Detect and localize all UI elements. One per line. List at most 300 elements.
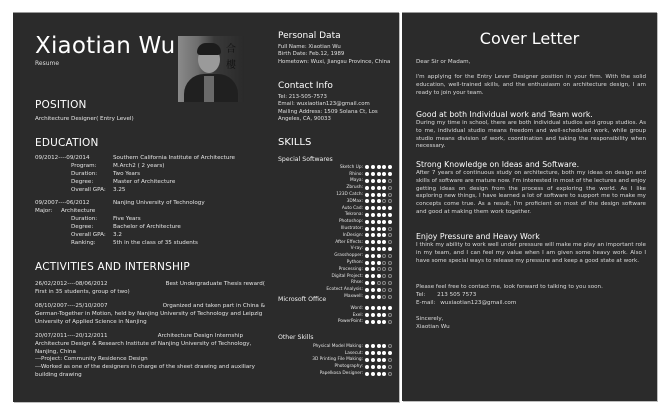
filled-dot-icon <box>365 172 369 176</box>
personal-data-block <box>278 44 393 66</box>
activity-body: German-Together in Motion, held by Nanjing University of Technology and Leipzig University of Applied Science in Nanjing <box>35 310 263 325</box>
skill-label: Rhse: <box>350 280 363 286</box>
skill-label: Digital Project: <box>331 273 363 279</box>
filled-dot-icon <box>382 233 386 237</box>
skill-label: Physical Model Making: <box>312 343 363 349</box>
filled-dot-icon <box>365 267 369 271</box>
filled-dot-icon <box>365 274 369 278</box>
activity-project: ---Project: Community Residence Design <box>35 356 148 363</box>
empty-dot-icon <box>382 267 386 271</box>
contact-address: Mailing Address: 1509 Solana Ct, Los Angeles, CA, 90033 <box>278 108 378 123</box>
cover-section-heading: Enjoy Pressure and Heavy Work <box>416 232 540 241</box>
filled-dot-icon <box>382 206 386 210</box>
empty-dot-icon <box>382 199 386 203</box>
filled-dot-icon <box>365 186 369 190</box>
activity-entry <box>35 333 265 380</box>
filled-dot-icon <box>371 295 375 299</box>
filled-dot-icon <box>382 220 386 224</box>
filled-dot-icon <box>382 240 386 244</box>
activity-body: First in 35 students, group of two) <box>35 288 130 295</box>
filled-dot-icon <box>371 281 375 285</box>
filled-dot-icon <box>382 320 386 324</box>
activity-entry <box>35 303 265 326</box>
activities-heading: ACTIVITIES AND INTERNSHIP <box>35 261 190 273</box>
skill-rating <box>365 274 398 278</box>
edu-value: Two Years <box>113 171 141 177</box>
edu-value: Bachelor of Architecture <box>113 224 181 230</box>
filled-dot-icon <box>377 344 381 348</box>
edu-label: Duration: <box>71 216 98 222</box>
skill-label: Python: <box>346 260 363 266</box>
skill-row <box>278 218 398 225</box>
skill-rating <box>365 281 398 285</box>
filled-dot-icon <box>388 206 392 210</box>
filled-dot-icon <box>365 213 369 217</box>
filled-dot-icon <box>388 306 392 310</box>
skill-label: 123D Catch: <box>336 192 363 198</box>
skill-label: 3D Printing File Making: <box>312 357 363 363</box>
skill-label: Tekrona: <box>344 212 363 218</box>
filled-dot-icon <box>365 206 369 210</box>
filled-dot-icon <box>365 227 369 231</box>
cover-email-label: E-mail: <box>416 300 436 306</box>
empty-dot-icon <box>388 254 392 258</box>
edu-school: Southern California Institute of Architecture <box>113 155 235 161</box>
edu-value: 3.2 <box>113 232 122 238</box>
filled-dot-icon <box>388 172 392 176</box>
skill-row <box>278 178 398 185</box>
activity-dates: 20/07/2011----20/12/2011 <box>35 333 108 339</box>
skill-label: Processing: <box>338 266 363 272</box>
filled-dot-icon <box>377 306 381 310</box>
skill-rating <box>365 240 398 244</box>
filled-dot-icon <box>371 193 375 197</box>
skill-label: After Effects: <box>335 239 363 245</box>
edu-major: Architecture <box>61 208 96 214</box>
filled-dot-icon <box>371 306 375 310</box>
filled-dot-icon <box>371 220 375 224</box>
photo-sign-glyph: 樓 <box>226 60 236 71</box>
skill-label: Papelkosa Designer: <box>319 371 363 377</box>
empty-dot-icon <box>388 295 392 299</box>
filled-dot-icon <box>371 165 375 169</box>
skill-row <box>278 286 398 293</box>
empty-dot-icon <box>388 193 392 197</box>
filled-dot-icon <box>377 172 381 176</box>
filled-dot-icon <box>382 165 386 169</box>
filled-dot-icon <box>365 165 369 169</box>
filled-dot-icon <box>377 165 381 169</box>
filled-dot-icon <box>377 193 381 197</box>
activity-dates: 08/10/2007----25/10/2007 <box>35 303 108 309</box>
skill-list-software <box>278 164 398 300</box>
skill-row <box>278 184 398 191</box>
filled-dot-icon <box>365 313 369 317</box>
cover-closing: Please feel free to contact me, look forward to talking to you soon. <box>416 284 603 290</box>
empty-dot-icon <box>388 179 392 183</box>
filled-dot-icon <box>371 199 375 203</box>
empty-dot-icon <box>388 233 392 237</box>
skill-rating <box>365 172 398 176</box>
personal-data-heading: Personal Data <box>278 31 341 41</box>
filled-dot-icon <box>377 288 381 292</box>
resume-subtitle: Resume <box>35 60 60 67</box>
photo-shirt-shape <box>204 76 214 102</box>
skill-row <box>278 225 398 232</box>
filled-dot-icon <box>377 206 381 210</box>
skill-group-title: Special Softwares <box>278 156 333 163</box>
cover-letter-page <box>402 12 657 401</box>
cover-section-heading: Strong Knowledge on Ideas and Software. <box>416 160 580 169</box>
activity-title: Best Undergraduate Thesis reward( <box>165 281 265 287</box>
skill-row <box>278 205 398 212</box>
skill-rating <box>365 227 398 231</box>
education-heading: EDUCATION <box>35 137 99 149</box>
filled-dot-icon <box>377 358 381 362</box>
photo-hair-shape <box>197 43 221 55</box>
empty-dot-icon <box>382 288 386 292</box>
empty-dot-icon <box>388 261 392 265</box>
cover-tel-line <box>416 292 646 300</box>
photo-sign-glyph: 合 <box>226 44 236 55</box>
skill-group-title: Other Skills <box>278 334 314 341</box>
birth-date: Birth Date: Feb.12, 1989 <box>278 51 345 58</box>
cover-salutation: Dear Sir or Madam, <box>416 59 471 65</box>
edu-value: 5th in the class of 35 students <box>113 240 198 246</box>
skill-rating <box>365 365 398 369</box>
skill-rating <box>365 220 398 224</box>
cover-section-body: I think my ability to work well under pressure will make me play an important role in my team, and I can feel my value when I am given some heavy work. Also I have some special ways to release my pressure and keep a good state at work. <box>416 242 646 264</box>
empty-dot-icon <box>388 199 392 203</box>
cover-title: Cover Letter <box>479 29 580 48</box>
filled-dot-icon <box>371 213 375 217</box>
skill-label: Auto Cad: <box>341 205 363 211</box>
empty-dot-icon <box>377 267 381 271</box>
activity-dates: 26/02/2012----08/06/2012 <box>35 281 108 287</box>
skill-rating <box>365 306 398 310</box>
skill-row <box>278 232 398 239</box>
cover-section-body: After 7 years of continuous study on architecture, both my ideas on design and skills of software are mature now. I'm interested in most of the lectures and enjoy getting ideas on design from the process of exploring the world. As I like exploring new things, I have learned a lot of software to support me to make my concepts come true. As a result, I'm proficient on most of the design software and good at making them work together. <box>416 170 646 215</box>
resume-name: Xiaotian Wu <box>35 33 176 59</box>
filled-dot-icon <box>371 186 375 190</box>
filled-dot-icon <box>382 227 386 231</box>
cover-signoff: Sincerely, <box>416 316 444 322</box>
filled-dot-icon <box>365 247 369 251</box>
filled-dot-icon <box>382 306 386 310</box>
skill-row <box>278 357 398 364</box>
skill-row <box>278 370 398 377</box>
filled-dot-icon <box>382 372 386 376</box>
skill-rating <box>365 358 398 362</box>
filled-dot-icon <box>377 313 381 317</box>
skill-label: Maya: <box>350 178 363 184</box>
skill-row <box>278 239 398 246</box>
filled-dot-icon <box>377 199 381 203</box>
filled-dot-icon <box>377 220 381 224</box>
filled-dot-icon <box>365 358 369 362</box>
skill-label: Maxwell: <box>344 294 363 300</box>
skill-list-office <box>278 305 398 325</box>
filled-dot-icon <box>371 240 375 244</box>
skill-label: Photoshop: <box>338 219 363 225</box>
filled-dot-icon <box>365 261 369 265</box>
skill-row <box>278 343 398 350</box>
filled-dot-icon <box>365 306 369 310</box>
skill-rating <box>365 344 398 348</box>
filled-dot-icon <box>382 247 386 251</box>
edu-label: Duration: <box>71 171 98 177</box>
empty-dot-icon <box>382 281 386 285</box>
skill-rating <box>365 193 398 197</box>
cover-email-line <box>416 300 646 308</box>
skill-label: V-ray: <box>350 246 363 252</box>
skill-row <box>278 191 398 198</box>
filled-dot-icon <box>371 247 375 251</box>
skill-row <box>278 198 398 205</box>
skill-row <box>278 273 398 280</box>
filled-dot-icon <box>382 351 386 355</box>
filled-dot-icon <box>365 199 369 203</box>
cover-section-heading: Good at both Individual work and Team work. <box>416 110 593 119</box>
empty-dot-icon <box>382 261 386 265</box>
filled-dot-icon <box>382 186 386 190</box>
skill-rating <box>365 372 398 376</box>
edu-value: Five Years <box>113 216 141 222</box>
filled-dot-icon <box>371 254 375 258</box>
skill-label: Rhino: <box>349 171 363 177</box>
edu-dates: 09/2012----09/2014 <box>35 155 90 161</box>
skill-rating <box>365 247 398 251</box>
filled-dot-icon <box>365 320 369 324</box>
filled-dot-icon <box>377 227 381 231</box>
edu-label: Overall GPA: <box>71 232 106 238</box>
skill-label: Ecotect Analysis: <box>326 287 363 293</box>
filled-dot-icon <box>377 320 381 324</box>
skill-row <box>278 259 398 266</box>
skill-rating <box>365 313 398 317</box>
filled-dot-icon <box>371 233 375 237</box>
filled-dot-icon <box>377 240 381 244</box>
empty-dot-icon <box>388 267 392 271</box>
empty-dot-icon <box>388 344 392 348</box>
empty-dot-icon <box>388 365 392 369</box>
filled-dot-icon <box>371 320 375 324</box>
filled-dot-icon <box>371 288 375 292</box>
empty-dot-icon <box>388 320 392 324</box>
skill-rating <box>365 199 398 203</box>
filled-dot-icon <box>377 295 381 299</box>
empty-dot-icon <box>388 240 392 244</box>
filled-dot-icon <box>371 206 375 210</box>
filled-dot-icon <box>365 372 369 376</box>
filled-dot-icon <box>382 365 386 369</box>
edu-value: Master of Architecture <box>113 179 176 185</box>
filled-dot-icon <box>377 213 381 217</box>
skill-label: PowerPoint: <box>337 319 363 325</box>
empty-dot-icon <box>382 295 386 299</box>
skill-label: Exel: <box>352 312 363 318</box>
filled-dot-icon <box>382 193 386 197</box>
filled-dot-icon <box>377 274 381 278</box>
filled-dot-icon <box>371 274 375 278</box>
filled-dot-icon <box>377 179 381 183</box>
skill-rating <box>365 320 398 324</box>
filled-dot-icon <box>388 213 392 217</box>
filled-dot-icon <box>371 358 375 362</box>
filled-dot-icon <box>365 281 369 285</box>
filled-dot-icon <box>388 220 392 224</box>
filled-dot-icon <box>382 313 386 317</box>
skill-row <box>278 363 398 370</box>
skill-row <box>278 280 398 287</box>
filled-dot-icon <box>377 351 381 355</box>
activity-body: Architecture Design & Research Institute of Nanjing University of Technology, Nanjing, China <box>35 340 252 355</box>
skill-rating <box>365 254 398 258</box>
filled-dot-icon <box>371 365 375 369</box>
edu-label: Degree: <box>71 224 94 230</box>
activity-title: Architecture Design Internship <box>157 333 243 339</box>
filled-dot-icon <box>371 351 375 355</box>
empty-dot-icon <box>388 281 392 285</box>
skill-rating <box>365 288 398 292</box>
filled-dot-icon <box>365 295 369 299</box>
skill-row <box>278 252 398 259</box>
filled-dot-icon <box>371 267 375 271</box>
activity-entry <box>35 281 265 297</box>
filled-dot-icon <box>382 344 386 348</box>
filled-dot-icon <box>365 254 369 258</box>
skill-label: Sketch Up: <box>339 164 363 170</box>
empty-dot-icon <box>388 372 392 376</box>
skill-rating <box>365 295 398 299</box>
cover-intro: I'm applying for the Entry Lever Designer position in your firm. With the solid education, well-trained skills, and the enthusiasm on architecture design, I am ready to join your team. <box>416 74 646 96</box>
edu-label: Degree: <box>71 179 94 185</box>
skill-rating <box>365 179 398 183</box>
filled-dot-icon <box>365 233 369 237</box>
cover-tel-label: Tel: <box>416 292 426 298</box>
skill-label: Illustrator: <box>340 226 363 232</box>
filled-dot-icon <box>365 351 369 355</box>
filled-dot-icon <box>365 344 369 348</box>
skill-rating <box>365 165 398 169</box>
skill-row <box>278 350 398 357</box>
filled-dot-icon <box>377 365 381 369</box>
skill-label: Zbrush: <box>346 185 363 191</box>
skill-row <box>278 312 398 319</box>
empty-dot-icon <box>388 313 392 317</box>
skill-rating <box>365 233 398 237</box>
empty-dot-icon <box>382 254 386 258</box>
skill-group-title: Microsoft Office <box>278 296 327 303</box>
skills-heading: SKILLS <box>278 137 312 148</box>
filled-dot-icon <box>388 351 392 355</box>
empty-dot-icon <box>388 358 392 362</box>
skill-list-other <box>278 343 398 377</box>
cover-section-body: During my time in school, there are both individual studios and group studios. As to me, individual studio means freedom and well-scheduled work, while group studio means division of work, coordination and taking the responsibility when necessary. <box>416 120 646 150</box>
filled-dot-icon <box>365 220 369 224</box>
filled-dot-icon <box>382 213 386 217</box>
skill-label: 3DMax: <box>346 198 363 204</box>
cover-tel: 213 505 7573 <box>437 292 477 298</box>
skill-rating <box>365 267 398 271</box>
skill-rating <box>365 213 398 217</box>
position-heading: POSITION <box>35 99 87 111</box>
skill-rating <box>365 351 398 355</box>
portrait-photo <box>178 36 244 102</box>
skill-rating <box>365 186 398 190</box>
filled-dot-icon <box>382 358 386 362</box>
filled-dot-icon <box>382 179 386 183</box>
skill-label: InDesign: <box>342 232 363 238</box>
skill-row <box>278 212 398 219</box>
skill-label: Lasecut: <box>344 350 363 356</box>
skill-label: Photography: <box>334 364 363 370</box>
filled-dot-icon <box>365 179 369 183</box>
cover-signature: Xiaotian Wu <box>416 324 450 330</box>
filled-dot-icon <box>365 288 369 292</box>
filled-dot-icon <box>365 240 369 244</box>
contact-tel: Tel: 213-505-7573 <box>278 94 327 100</box>
filled-dot-icon <box>371 227 375 231</box>
contact-email[interactable]: Email: wuxiaotian123@gmail.com <box>278 101 370 108</box>
resume-page <box>13 12 399 402</box>
edu-dates: 09/2007----06/2012 <box>35 200 90 206</box>
edu-label: Ranking: <box>71 240 96 246</box>
cover-email[interactable]: wuxiaotian123@gmail.com <box>440 300 517 306</box>
edu-value: M.Arch2 ( 2 years) <box>113 163 165 169</box>
empty-dot-icon <box>382 274 386 278</box>
edu-label: Program: <box>71 163 97 169</box>
filled-dot-icon <box>377 186 381 190</box>
position-text: Architecture Designer( Entry Level) <box>35 116 134 122</box>
edu-label: Overall GPA: <box>71 187 106 193</box>
skill-row <box>278 266 398 273</box>
empty-dot-icon <box>377 281 381 285</box>
filled-dot-icon <box>388 165 392 169</box>
activity-role: ---Worked as one of the designers in charge of the sheet drawing and auxiliary building drawing <box>35 364 255 378</box>
empty-dot-icon <box>388 274 392 278</box>
skill-row <box>278 171 398 178</box>
skill-label: Word: <box>350 305 363 311</box>
edu-major-label: Major: <box>35 208 53 214</box>
filled-dot-icon <box>377 261 381 265</box>
empty-dot-icon <box>388 227 392 231</box>
filled-dot-icon <box>377 233 381 237</box>
filled-dot-icon <box>365 193 369 197</box>
empty-dot-icon <box>388 186 392 190</box>
contact-info-heading: Contact Info <box>278 81 333 91</box>
filled-dot-icon <box>371 261 375 265</box>
skill-rating <box>365 206 398 210</box>
skill-rating <box>365 261 398 265</box>
skill-row <box>278 305 398 312</box>
skill-row <box>278 319 398 326</box>
edu-value: 3.25 <box>113 187 126 193</box>
filled-dot-icon <box>371 372 375 376</box>
filled-dot-icon <box>371 344 375 348</box>
filled-dot-icon <box>365 365 369 369</box>
filled-dot-icon <box>377 247 381 251</box>
skill-row <box>278 164 398 171</box>
skill-row <box>278 246 398 253</box>
filled-dot-icon <box>382 172 386 176</box>
empty-dot-icon <box>388 288 392 292</box>
skill-label: Grasshopper: <box>334 253 363 259</box>
activity-title: Organized and taken part in China & <box>162 303 265 309</box>
contact-info-block <box>278 94 393 124</box>
filled-dot-icon <box>388 247 392 251</box>
full-name: Full Name: Xiaotian Wu <box>278 44 341 50</box>
